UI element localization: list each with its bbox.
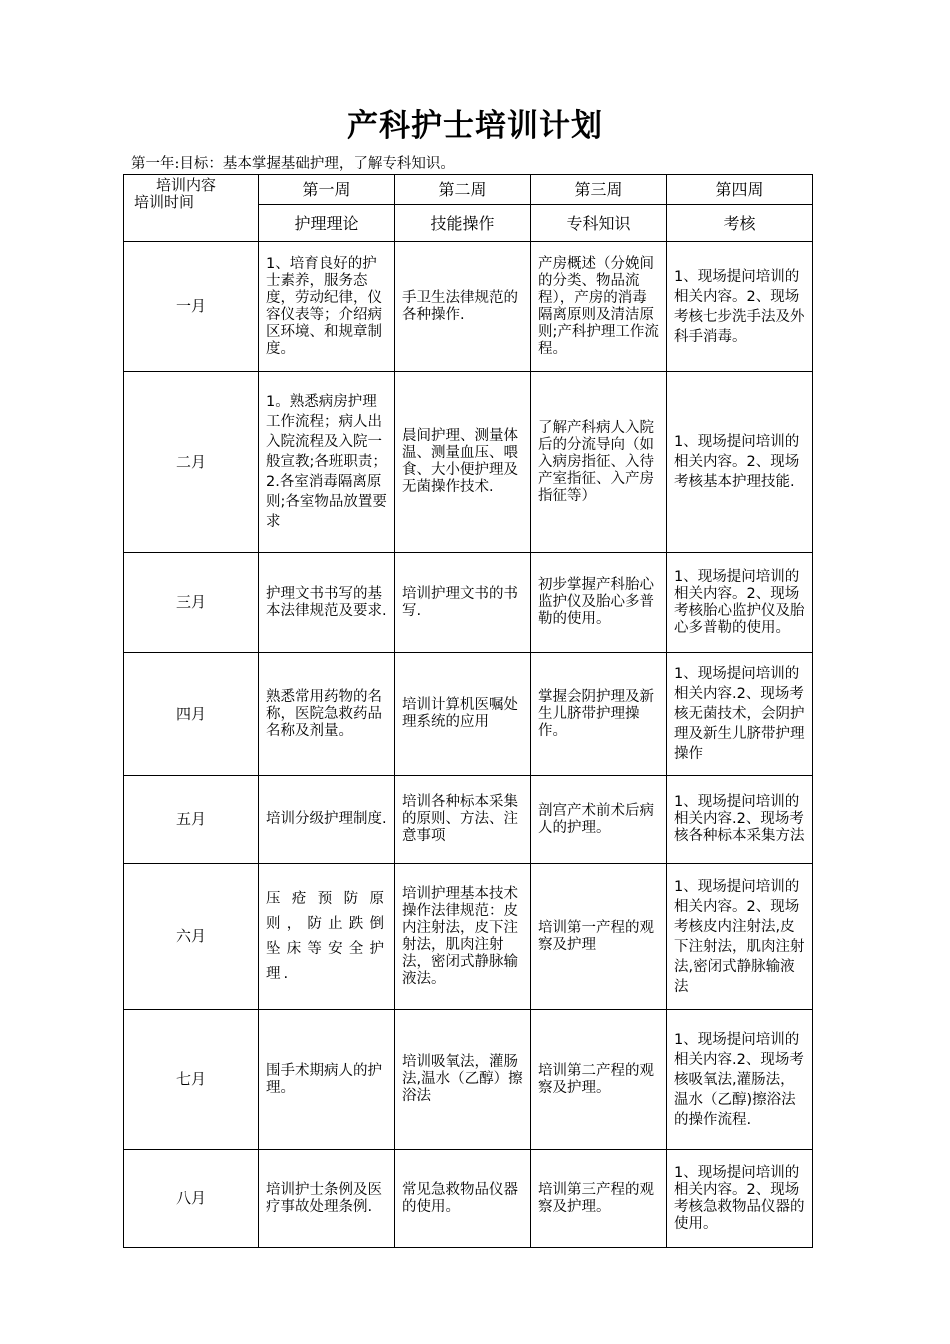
exam-cell: 1、现场提问培训的相关内容。2、现场考核七步洗手法及外科手消毒。 <box>667 242 813 372</box>
theory-cell: 1。熟悉病房护理工作流程；病人出入院流程及入院一般宣教;各班职责；2.各室消毒隔离原则;各室物品放置要求 <box>259 372 395 553</box>
month-cell: 一月 <box>124 242 259 372</box>
theory-cell: 围手术期病人的护理。 <box>259 1010 395 1150</box>
month-cell: 八月 <box>124 1150 259 1248</box>
header-category-theory: 护理理论 <box>259 205 395 242</box>
specialty-cell: 掌握会阴护理及新生儿脐带护理操作。 <box>531 653 667 776</box>
table-row <box>124 372 813 553</box>
theory-cell: 1、培育良好的护士素养，服务态度，劳动纪律，仪容仪表等；介绍病区环境、和规章制度。 <box>259 242 395 372</box>
training-plan-table <box>123 174 813 1248</box>
corner-time-label: 培训时间 <box>134 193 195 211</box>
skill-cell: 常见急救物品仪器的使用。 <box>395 1150 531 1248</box>
skill-cell: 培训吸氧法，灌肠法,温水（乙醇）擦浴法 <box>395 1010 531 1150</box>
header-week-3: 第三周 <box>531 175 667 205</box>
month-cell: 六月 <box>124 864 259 1010</box>
exam-cell: 1、现场提问培训的相关内容。2、现场考核胎心监护仪及胎心多普勒的使用。 <box>667 553 813 653</box>
theory-cell: 压疮预防原则，防止跌倒坠床等安全护理. <box>259 864 395 1010</box>
header-week-4: 第四周 <box>667 175 813 205</box>
header-corner-cell <box>124 175 259 242</box>
table-row <box>124 1010 813 1150</box>
header-category-skill: 技能操作 <box>395 205 531 242</box>
theory-cell: 熟悉常用药物的名称，医院急救药品名称及剂量。 <box>259 653 395 776</box>
page-title: 产科护士培训计划 <box>347 108 603 144</box>
skill-cell: 培训护理文书的书写. <box>395 553 531 653</box>
skill-cell: 手卫生法律规范的各种操作. <box>395 242 531 372</box>
month-cell: 五月 <box>124 776 259 864</box>
header-week-1: 第一周 <box>259 175 395 205</box>
exam-cell: 1、现场提问培训的相关内容.2、现场考核各种标本采集方法 <box>667 776 813 864</box>
theory-cell: 培训护士条例及医疗事故处理条例. <box>259 1150 395 1248</box>
table-row <box>124 1150 813 1248</box>
exam-cell: 1、现场提问培训的相关内容.2、现场考核吸氧法,灌肠法，温水（乙醇)擦浴法的操作流程. <box>667 1010 813 1150</box>
specialty-cell: 培训第一产程的观察及护理 <box>531 864 667 1010</box>
specialty-cell: 培训第三产程的观察及护理。 <box>531 1150 667 1248</box>
theory-cell: 护理文书书写的基本法律规范及要求. <box>259 553 395 653</box>
specialty-cell: 剖宫产术前术后病人的护理。 <box>531 776 667 864</box>
exam-cell: 1、现场提问培训的相关内容。2、现场考核皮内注射法,皮下注射法，肌肉注射法,密闭式静脉输液法 <box>667 864 813 1010</box>
header-category-specialty: 专科知识 <box>531 205 667 242</box>
specialty-cell: 初步掌握产科胎心监护仪及胎心多普勒的使用。 <box>531 553 667 653</box>
skill-cell: 晨间护理、测量体温、测量血压、喂食、大小便护理及无菌操作技术. <box>395 372 531 553</box>
table-row <box>124 776 813 864</box>
corner-content-label: 培训内容 <box>156 176 217 194</box>
table-row <box>124 242 813 372</box>
theory-cell: 培训分级护理制度. <box>259 776 395 864</box>
table-header-row <box>124 175 813 205</box>
table-row <box>124 864 813 1010</box>
training-goal: 第一年:目标：基本掌握基础护理，了解专科知识。 <box>131 156 455 172</box>
exam-cell: 1、现场提问培训的相关内容。2、现场考核急救物品仪器的使用。 <box>667 1150 813 1248</box>
skill-cell: 培训各种标本采集的原则、方法、注意事项 <box>395 776 531 864</box>
month-cell: 四月 <box>124 653 259 776</box>
skill-cell: 培训计算机医嘱处理系统的应用 <box>395 653 531 776</box>
header-category-exam: 考核 <box>667 205 813 242</box>
month-cell: 七月 <box>124 1010 259 1150</box>
month-cell: 三月 <box>124 553 259 653</box>
header-week-2: 第二周 <box>395 175 531 205</box>
table-row <box>124 553 813 653</box>
table-row <box>124 653 813 776</box>
specialty-cell: 培训第二产程的观察及护理。 <box>531 1010 667 1150</box>
specialty-cell: 了解产科病人入院后的分流导向（如入病房指征、入待产室指征、入产房指征等） <box>531 372 667 553</box>
specialty-cell: 产房概述（分娩间的分类、物品流程），产房的消毒隔离原则及清洁原则;产科护理工作流程。 <box>531 242 667 372</box>
month-cell: 二月 <box>124 372 259 553</box>
exam-cell: 1、现场提问培训的相关内容。2、现场考核基本护理技能. <box>667 372 813 553</box>
exam-cell: 1、现场提问培训的相关内容.2、现场考核无菌技术，会阴护理及新生儿脐带护理操作 <box>667 653 813 776</box>
skill-cell: 培训护理基本技术操作法律规范：皮内注射法，皮下注射法，肌肉注射法，密闭式静脉输液法。 <box>395 864 531 1010</box>
